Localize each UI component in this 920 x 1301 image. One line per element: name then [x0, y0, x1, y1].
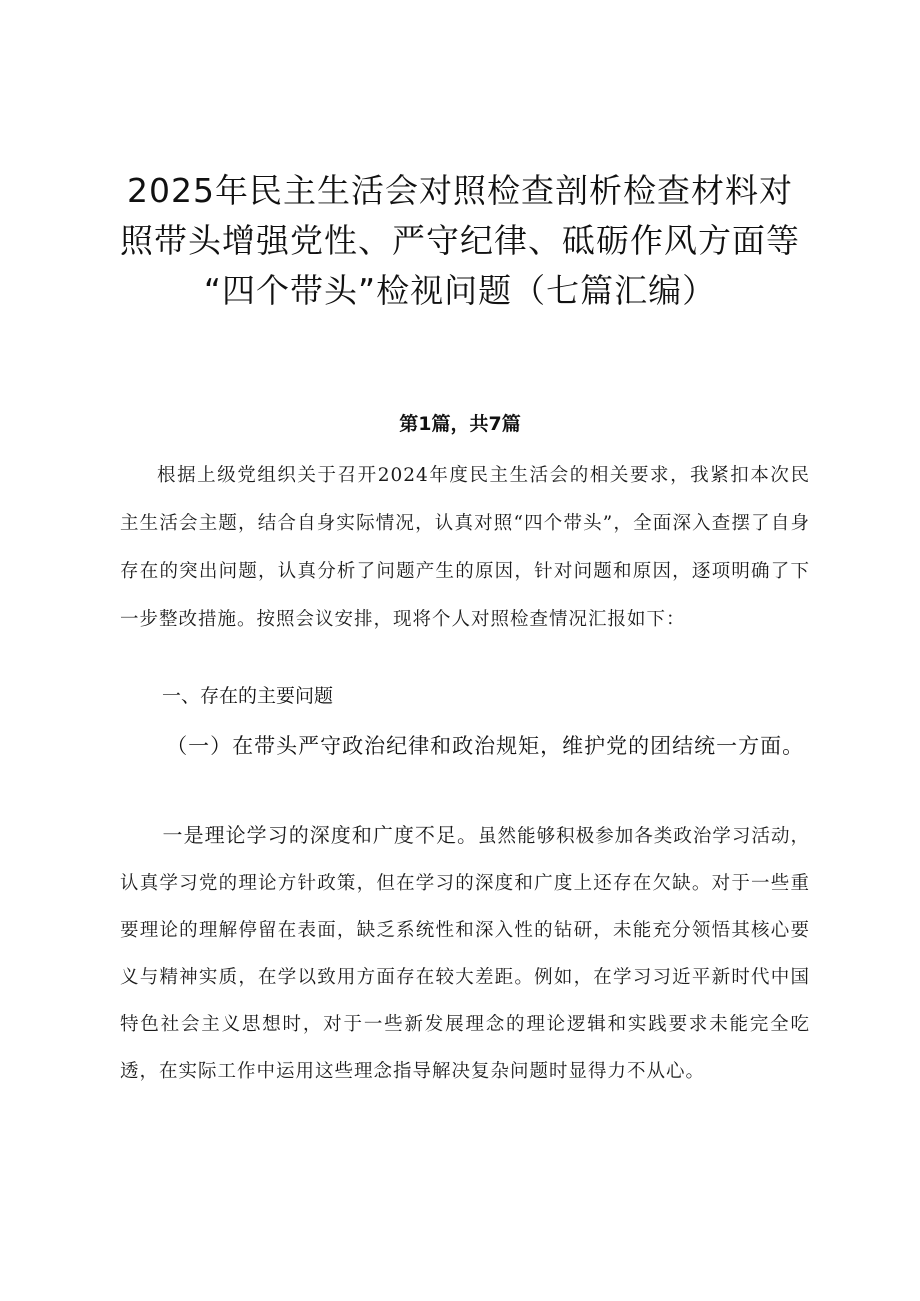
- section-count-subtitle: 第1篇，共7篇: [399, 413, 521, 435]
- subsection-heading: （一）在带头严守政治纪律和政治规矩，维护党的团结统一方面。: [166, 734, 805, 758]
- intro-paragraph: 根据上级党组织关于召开2024年度民主生活会的相关要求，我紧扣本次民主生活会主题，结合自身实际情况，认真对照“四个带头”，全面深入查摆了自身存在的突出问题，认真分析了问题产生的原因，针对问题和原因，逐项明确了下一步整改措施。按照会议安排，现将个人对照检查情况汇报如下：: [120, 465, 810, 630]
- document-title: [110, 166, 810, 316]
- title-line-3: “四个带头”检视问题（七篇汇编）: [203, 271, 717, 310]
- problem-lead-sentence: 一是理论学习的深度和广度不足。: [162, 823, 479, 847]
- problem-paragraph: [120, 812, 810, 1095]
- section-heading: 一、存在的主要问题: [162, 685, 334, 707]
- title-line-2: 照带头增强党性、严守纪律、砥砺作风方面等: [120, 221, 800, 260]
- title-line-1: 2025年民主生活会对照检查剖析检查材料对: [127, 171, 793, 210]
- problem-body-text: 虽然能够积极参加各类政治学习活动，认真学习党的理论方针政策，但在学习的深度和广度上还存在欠缺。对于一些重要理论的理解停留在表面，缺乏系统性和深入性的钻研，未能充分领悟其核心要义与精神实质，在学以致用方面存在较大差距。例如，在学习习近平新时代中国特色社会主义思想时，对于一些新发展理念的理论逻辑和实践要求未能完全吃透，在实际工作中运用这些理念指导解决复杂问题时显得力不从心。: [120, 826, 811, 1082]
